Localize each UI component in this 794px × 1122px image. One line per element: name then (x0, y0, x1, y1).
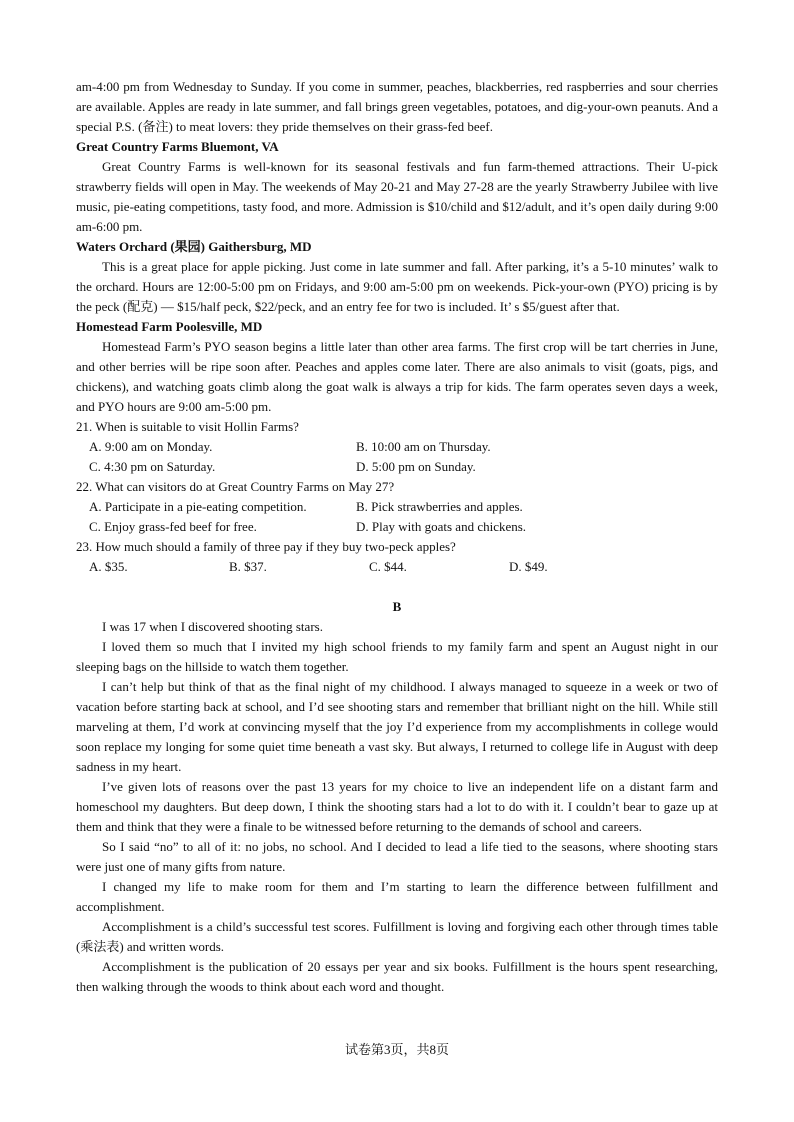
option-b: B. $37. (229, 559, 267, 574)
option-b: B. 10:00 am on Thursday. (356, 439, 491, 454)
farm-text: Great Country Farms is well-known for its seasonal festivals and fun farm-themed attractions. Their U-pick strawberry fields will open in May. The weekends of May 20-21 and May 27-28 are the yearly Strawberry Jubilee with live music, pie-eating competitions, tasty food, and more. Admission is $10/child and $12/adult, and it’s open daily during 9:00 am-6:00 pm. (76, 159, 718, 234)
passage-paragraph: Accomplishment is the publication of 20 essays per year and six books. Fulfillment is the hours spent researching, then walking through the woods to think about each word and thought. (76, 959, 718, 994)
passage-paragraph: So I said “no” to all of it: no jobs, no school. And I decided to lead a life tied to the seasons, where shooting stars were just one of many gifts from nature. (76, 839, 718, 874)
passage-paragraph: I changed my life to make room for them and I’m starting to learn the difference between fulfillment and accomplishment. (76, 879, 718, 914)
option-a: A. $35. (89, 559, 128, 574)
farm-heading: Homestead Farm Poolesville, MD (76, 319, 263, 334)
passage-paragraph: I loved them so much that I invited my high school friends to my family farm and spent an August night in our sleeping bags on the hillside to watch them together. (76, 639, 718, 674)
option-b: B. Pick strawberries and apples. (356, 499, 523, 514)
farm-heading: Great Country Farms Bluemont, VA (76, 139, 279, 154)
farm-section-waters-orchard (76, 237, 718, 317)
section-b-passage (76, 617, 718, 997)
question-stem: 21. When is suitable to visit Hollin Farms? (76, 419, 299, 434)
farm-heading: Waters Orchard (果园) Gaithersburg, MD (76, 239, 312, 254)
question-stem: 23. How much should a family of three pay if they buy two-peck apples? (76, 539, 456, 554)
option-row (76, 497, 718, 517)
option-a: A. Participate in a pie-eating competition. (89, 499, 307, 514)
page-footer: 试卷第3页，共8页 (344, 1042, 449, 1057)
option-row (76, 557, 718, 577)
option-d: D. 5:00 pm on Sunday. (356, 459, 476, 474)
question-22 (76, 477, 718, 537)
option-row (76, 457, 718, 477)
question-21 (76, 417, 718, 477)
farm-text: This is a great place for apple picking. Just come in late summer and fall. After parking, it’s a 5-10 minutes’ walk to the orchard. Hours are 12:00-5:00 pm on Fridays, and 9:00 am-5:00 pm on weekends. Pick-your-own (PYO) pricing is by the peck (配克) — $15/half peck, $22/peck, and an entry fee for two is included. It’ s $5/guest after that. (76, 259, 718, 314)
option-a: A. 9:00 am on Monday. (89, 439, 213, 454)
option-row (76, 437, 718, 457)
passage-paragraph: Accomplishment is a child’s successful test scores. Fulfillment is loving and forgiving each other through times table (乘法表) and written words. (76, 919, 718, 954)
farm-text: Homestead Farm’s PYO season begins a little later than other area farms. The first crop will be tart cherries in June, and other berries will be ripe soon after. Peaches and apples come later. There are also animals to visit (goats, pigs, and chickens), and watching goats climb along the goat walk is always a trip for kids. The farm operates seven days a week, and PYO hours are 9:00 am-5:00 pm. (76, 339, 718, 414)
intro-paragraph: am-4:00 pm from Wednesday to Sunday. If you come in summer, peaches, blackberries, red raspberries and sour cherries are available. Apples are ready in late summer, and fall brings green vegetables, potatoes, and dig-your-own peanuts. And a special P.S. (备注) to meat lovers: they pride themselves on their grass-fed beef. (76, 79, 718, 134)
option-c: C. Enjoy grass-fed beef for free. (89, 519, 257, 534)
section-b-title: B (392, 599, 402, 614)
passage-paragraph: I can’t help but think of that as the final night of my childhood. I always managed to squeeze in a week or two of vacation before starting back at school, and I’d see shooting stars and remember that brilliant night on the hill. While still marveling at them, I’d work at convincing myself that the joy I’d experience from my accomplishments in college would soon replace my longing for some quiet time beneath a vast sky. But always, I returned to college life in August with deep sadness in my heart. (76, 679, 718, 774)
document-page (76, 77, 718, 997)
question-23 (76, 537, 718, 577)
passage-paragraph: I was 17 when I discovered shooting stars. (102, 619, 323, 634)
farm-section-great-country (76, 137, 718, 237)
option-c: C. 4:30 pm on Saturday. (89, 459, 216, 474)
option-d: D. $49. (509, 559, 548, 574)
passage-paragraph: I’ve given lots of reasons over the past 13 years for my choice to live an independent life on a distant farm and homeschool my daughters. But deep down, I think the shooting stars had a lot to do with it. I couldn’t bear to gaze up at them and think that they were a finale to be witnessed before returning to the demands of school and careers. (76, 779, 718, 834)
option-row (76, 517, 718, 537)
question-stem: 22. What can visitors do at Great Country Farms on May 27? (76, 479, 395, 494)
option-c: C. $44. (369, 559, 407, 574)
farm-section-homestead (76, 317, 718, 417)
option-d: D. Play with goats and chickens. (356, 519, 527, 534)
